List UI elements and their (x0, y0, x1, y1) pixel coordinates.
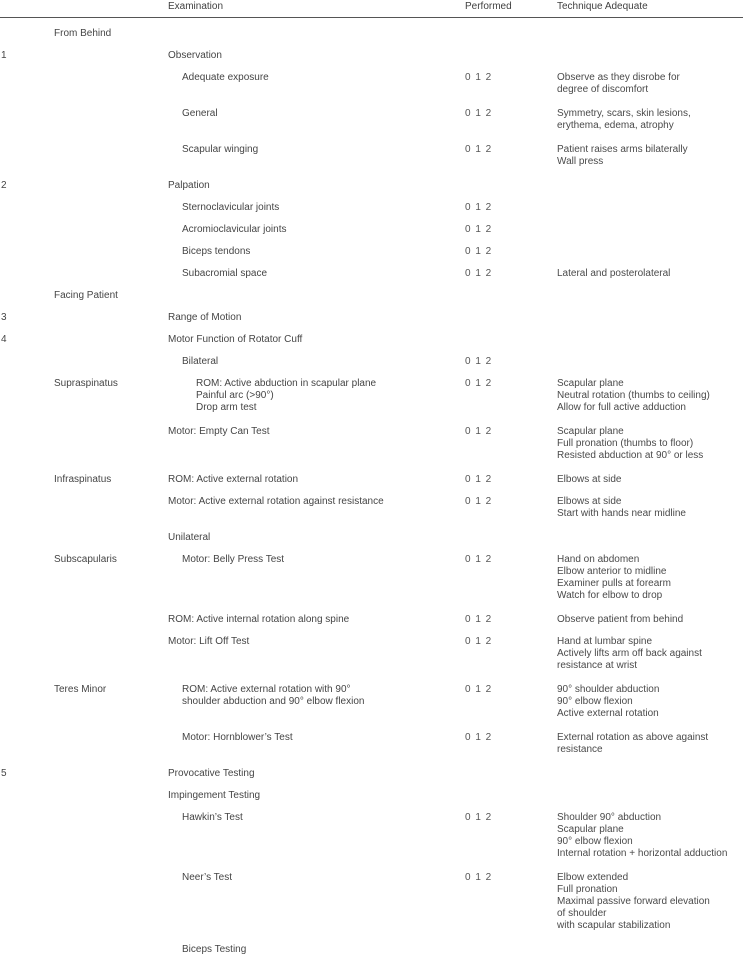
examination-cell (168, 180, 465, 192)
table-row (0, 268, 743, 280)
table-row (0, 684, 743, 720)
technique-cell (557, 72, 743, 96)
technique-cell (557, 812, 743, 860)
technique-cell (557, 144, 743, 168)
table-row (0, 614, 743, 626)
examination-cell (168, 50, 465, 62)
technique-line: Elbows at side (557, 496, 622, 507)
technique-line: Symmetry, scars, skin lesions, (557, 108, 691, 119)
technique-line: Hand at lumbar spine (557, 636, 653, 647)
table-row (0, 790, 743, 802)
column-header-examination: Examination (168, 1, 224, 12)
table-row (0, 768, 743, 780)
technique-cell (557, 108, 743, 132)
technique-line: Internal rotation + horizontal adduction (557, 848, 728, 859)
technique-line: Full pronation (thumbs to floor) (557, 438, 694, 449)
examination-line: General (182, 108, 218, 119)
performed-score: 0 1 2 (465, 554, 493, 565)
technique-line: Active external rotation (557, 708, 659, 719)
examination-cell (168, 202, 465, 214)
examination-cell (168, 790, 465, 802)
examination-cell (168, 144, 465, 156)
examination-cell (168, 532, 465, 544)
examination-line: Motor Function of Rotator Cuff (168, 334, 303, 345)
examination-line: Observation (168, 50, 222, 61)
table-row (0, 72, 743, 96)
technique-line: degree of discomfort (557, 84, 649, 95)
technique-line: Wall press (557, 156, 604, 167)
technique-line: Elbow extended (557, 872, 629, 883)
table-row (0, 532, 743, 544)
examination-line: Motor: Lift Off Test (168, 636, 250, 647)
examination-cell (168, 268, 465, 280)
technique-line: 90° elbow flexion (557, 696, 633, 707)
technique-line: Observe as they disrobe for (557, 72, 680, 83)
examination-line: Subacromial space (182, 268, 268, 279)
side-label: Facing Patient (54, 290, 118, 301)
table-row (0, 224, 743, 236)
examination-line: Motor: Empty Can Test (168, 426, 270, 437)
examination-cell (168, 312, 465, 324)
technique-line: resistance (557, 744, 603, 755)
technique-cell (557, 872, 743, 932)
technique-line: Scapular plane (557, 378, 624, 389)
table-row (0, 872, 743, 932)
table-row (0, 426, 743, 462)
examination-cell (168, 72, 465, 84)
examination-line: Biceps tendons (182, 246, 251, 257)
technique-cell (557, 684, 743, 720)
technique-line: Full pronation (557, 884, 618, 895)
performed-score: 0 1 2 (465, 356, 493, 367)
examination-line: Motor: Belly Press Test (182, 554, 285, 565)
technique-line: Observe patient from behind (557, 614, 684, 625)
examination-line: Palpation (168, 180, 210, 191)
examination-line: Biceps Testing (182, 944, 247, 955)
table-row (0, 108, 743, 132)
table-row (0, 28, 743, 40)
technique-line: Lateral and posterolateral (557, 268, 671, 279)
performed-score: 0 1 2 (465, 496, 493, 507)
column-header-technique-adequate: Technique Adequate (557, 1, 648, 12)
technique-cell (557, 474, 743, 486)
performed-score: 0 1 2 (465, 474, 493, 485)
technique-cell (557, 636, 743, 672)
examination-cell (168, 812, 465, 824)
table-row (0, 246, 743, 258)
row-number: 1 (1, 50, 7, 61)
examination-line: shoulder abduction and 90° elbow flexion (182, 696, 365, 707)
table-body (0, 28, 743, 956)
examination-line: Neer’s Test (182, 872, 233, 883)
examination-line: Impingement Testing (168, 790, 261, 801)
row-number: 3 (1, 312, 7, 323)
examination-cell (168, 944, 465, 956)
performed-score: 0 1 2 (465, 108, 493, 119)
performed-score: 0 1 2 (465, 636, 493, 647)
performed-score: 0 1 2 (465, 614, 493, 625)
row-number: 5 (1, 768, 7, 779)
examination-line: ROM: Active external rotation (168, 474, 299, 485)
examination-cell (168, 334, 465, 346)
performed-score: 0 1 2 (465, 72, 493, 83)
table-row (0, 812, 743, 860)
examination-cell (168, 474, 465, 486)
technique-line: Actively lifts arm off back against (557, 648, 702, 659)
examination-cell (168, 378, 465, 414)
technique-line: Resisted abduction at 90° or less (557, 450, 704, 461)
technique-cell (557, 554, 743, 602)
technique-cell (557, 378, 743, 414)
examination-line: Acromioclavicular joints (182, 224, 287, 235)
examination-line: Provocative Testing (168, 768, 255, 779)
examination-cell (168, 246, 465, 258)
row-number: 2 (1, 180, 7, 191)
table-row (0, 496, 743, 520)
technique-line: 90° shoulder abduction (557, 684, 660, 695)
technique-line: Allow for full active adduction (557, 402, 686, 413)
performed-score: 0 1 2 (465, 246, 493, 257)
table-row (0, 378, 743, 414)
performed-score: 0 1 2 (465, 268, 493, 279)
examination-line: Range of Motion (168, 312, 242, 323)
technique-line: erythema, edema, atrophy (557, 120, 674, 131)
performed-score: 0 1 2 (465, 202, 493, 213)
examination-line: Drop arm test (196, 402, 257, 413)
table-row (0, 202, 743, 214)
examination-cell (168, 684, 465, 708)
technique-cell (557, 496, 743, 520)
examination-line: Motor: Hornblower’s Test (182, 732, 293, 743)
examination-cell (168, 108, 465, 120)
technique-line: External rotation as above against (557, 732, 709, 743)
technique-cell (557, 732, 743, 756)
technique-line: of shoulder (557, 908, 607, 919)
performed-score: 0 1 2 (465, 732, 493, 743)
table-row (0, 144, 743, 168)
examination-cell (168, 614, 465, 626)
technique-line: 90° elbow flexion (557, 836, 633, 847)
side-label: Teres Minor (54, 684, 107, 695)
examination-cell (168, 554, 465, 566)
table-row (0, 312, 743, 324)
technique-line: Elbow anterior to midline (557, 566, 667, 577)
table-row (0, 732, 743, 756)
performed-score: 0 1 2 (465, 426, 493, 437)
examination-line: Painful arc (>90°) (196, 390, 274, 401)
table-row (0, 50, 743, 62)
examination-line: Unilateral (168, 532, 211, 543)
performed-score: 0 1 2 (465, 224, 493, 235)
examination-line: Sternoclavicular joints (182, 202, 280, 213)
technique-line: Start with hands near midline (557, 508, 686, 519)
side-label: Infraspinatus (54, 474, 112, 485)
examination-cell (168, 496, 465, 508)
table-row (0, 636, 743, 672)
table-row (0, 356, 743, 368)
table-row (0, 334, 743, 346)
technique-line: Neutral rotation (thumbs to ceiling) (557, 390, 710, 401)
technique-line: Scapular plane (557, 824, 624, 835)
table-header-row (0, 0, 743, 18)
technique-line: Scapular plane (557, 426, 624, 437)
examination-line: Bilateral (182, 356, 219, 367)
table-row (0, 290, 743, 302)
table-row (0, 180, 743, 192)
performed-score: 0 1 2 (465, 378, 493, 389)
side-label: Supraspinatus (54, 378, 118, 389)
technique-line: Examiner pulls at forearm (557, 578, 671, 589)
examination-line: ROM: Active external rotation with 90° (182, 684, 351, 695)
examination-line: ROM: Active abduction in scapular plane (196, 378, 377, 389)
examination-cell (168, 636, 465, 648)
side-label: From Behind (54, 28, 112, 39)
examination-cell (168, 768, 465, 780)
technique-cell (557, 268, 743, 280)
technique-line: Elbows at side (557, 474, 622, 485)
technique-line: with scapular stabilization (557, 920, 671, 931)
examination-cell (168, 224, 465, 236)
technique-line: resistance at wrist (557, 660, 638, 671)
examination-cell (168, 356, 465, 368)
row-number: 4 (1, 334, 7, 345)
side-label: Subscapularis (54, 554, 117, 565)
table-row (0, 944, 743, 956)
examination-line: Motor: Active external rotation against resistance (168, 496, 384, 507)
technique-line: Shoulder 90° abduction (557, 812, 662, 823)
examination-cell (168, 872, 465, 884)
technique-line: Patient raises arms bilaterally (557, 144, 688, 155)
technique-cell (557, 426, 743, 462)
performed-score: 0 1 2 (465, 684, 493, 695)
examination-cell (168, 426, 465, 438)
technique-line: Hand on abdomen (557, 554, 640, 565)
technique-cell (557, 614, 743, 626)
examination-line: Scapular winging (182, 144, 259, 155)
table-row (0, 474, 743, 486)
column-header-performed: Performed (465, 1, 512, 12)
examination-line: ROM: Active internal rotation along spine (168, 614, 350, 625)
technique-line: Maximal passive forward elevation (557, 896, 710, 907)
technique-line: Watch for elbow to drop (557, 590, 663, 601)
performed-score: 0 1 2 (465, 872, 493, 883)
performed-score: 0 1 2 (465, 812, 493, 823)
performed-score: 0 1 2 (465, 144, 493, 155)
examination-line: Adequate exposure (182, 72, 269, 83)
examination-cell (168, 732, 465, 744)
examination-line: Hawkin’s Test (182, 812, 243, 823)
table-row (0, 554, 743, 602)
